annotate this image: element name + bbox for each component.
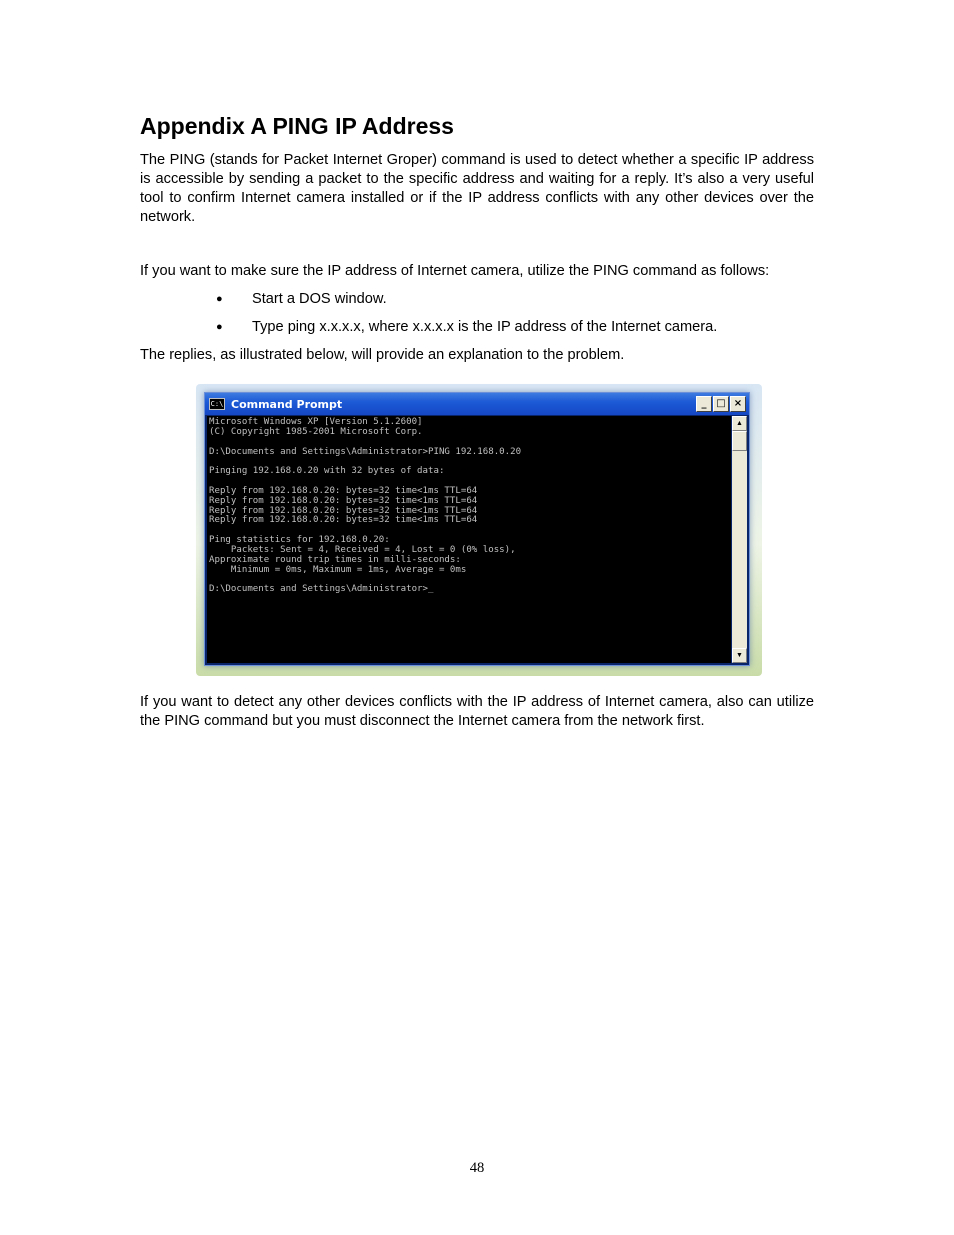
window-title: Command Prompt [231, 397, 343, 411]
maximize-button[interactable]: □ [713, 396, 729, 412]
console-line: Reply from 192.168.0.20: bytes=32 time<1ms TTL=64 [209, 495, 478, 506]
bullet-item-1 [216, 290, 387, 309]
console-line: Reply from 192.168.0.20: bytes=32 time<1ms TTL=64 [209, 505, 478, 516]
close-button[interactable]: × [730, 396, 746, 412]
console-line: Reply from 192.168.0.20: bytes=32 time<1ms TTL=64 [209, 485, 478, 496]
intro-paragraph: The PING (stands for Packet Internet Groper) command is used to detect whether a specific IP address is accessible by sending a packet to the specific address and waiting for a reply. It’s also a very useful tool to confirm Internet camera installed or if the IP address conflicts with any other devices over the network. [140, 152, 814, 225]
console-line: Approximate round trip times in milli-seconds: [209, 554, 461, 565]
scroll-down-icon[interactable]: ▼ [732, 648, 747, 663]
bullet-dot-icon: ● [216, 321, 223, 333]
vertical-scrollbar[interactable] [732, 416, 747, 663]
scrollbar-thumb[interactable] [732, 431, 747, 451]
minimize-button[interactable]: _ [696, 396, 712, 412]
console-line: Pinging 192.168.0.20 with 32 bytes of data: [209, 466, 445, 477]
bullet-text: Type ping x.x.x.x, where x.x.x.x is the IP address of the Internet camera. [252, 319, 718, 335]
bullet-item-2 [216, 318, 717, 337]
console-line: Packets: Sent = 4, Received = 4, Lost = 0 (0% loss), [209, 544, 516, 555]
conflict-paragraph: If you want to detect any other devices conflicts with the IP address of Internet camera, also can utilize the PING command but you must disconnect the Internet camera from the network first. [140, 694, 814, 729]
bullet-dot-icon: ● [216, 293, 223, 305]
console-line: Reply from 192.168.0.20: bytes=32 time<1ms TTL=64 [209, 515, 478, 526]
bullet-text: Start a DOS window. [252, 291, 387, 307]
command-prompt-window [204, 392, 750, 666]
console-output[interactable] [207, 416, 731, 663]
console-line: Ping statistics for 192.168.0.20: [209, 535, 390, 546]
window-titlebar[interactable] [205, 393, 749, 415]
window-controls [696, 396, 746, 412]
console-line: Microsoft Windows XP [Version 5.1.2600] [209, 417, 423, 427]
command-prompt-icon: C:\ [210, 400, 224, 408]
instructions-paragraph: If you want to make sure the IP address of Internet camera, utilize the PING command as follows: [140, 263, 770, 279]
replies-paragraph: The replies, as illustrated below, will provide an explanation to the problem. [140, 347, 625, 363]
page-number: 48 [469, 1160, 485, 1176]
console-line: Minimum = 0ms, Maximum = 1ms, Average = 0ms [209, 564, 467, 575]
console-line: D:\Documents and Settings\Administrator>_ [209, 584, 434, 595]
console-line: D:\Documents and Settings\Administrator>PING 192.168.0.20 [209, 446, 522, 457]
page-title: Appendix A PING IP Address [140, 113, 454, 139]
console-line: (C) Copyright 1985-2001 Microsoft Corp. [209, 426, 423, 437]
scroll-up-icon[interactable]: ▲ [732, 416, 747, 431]
